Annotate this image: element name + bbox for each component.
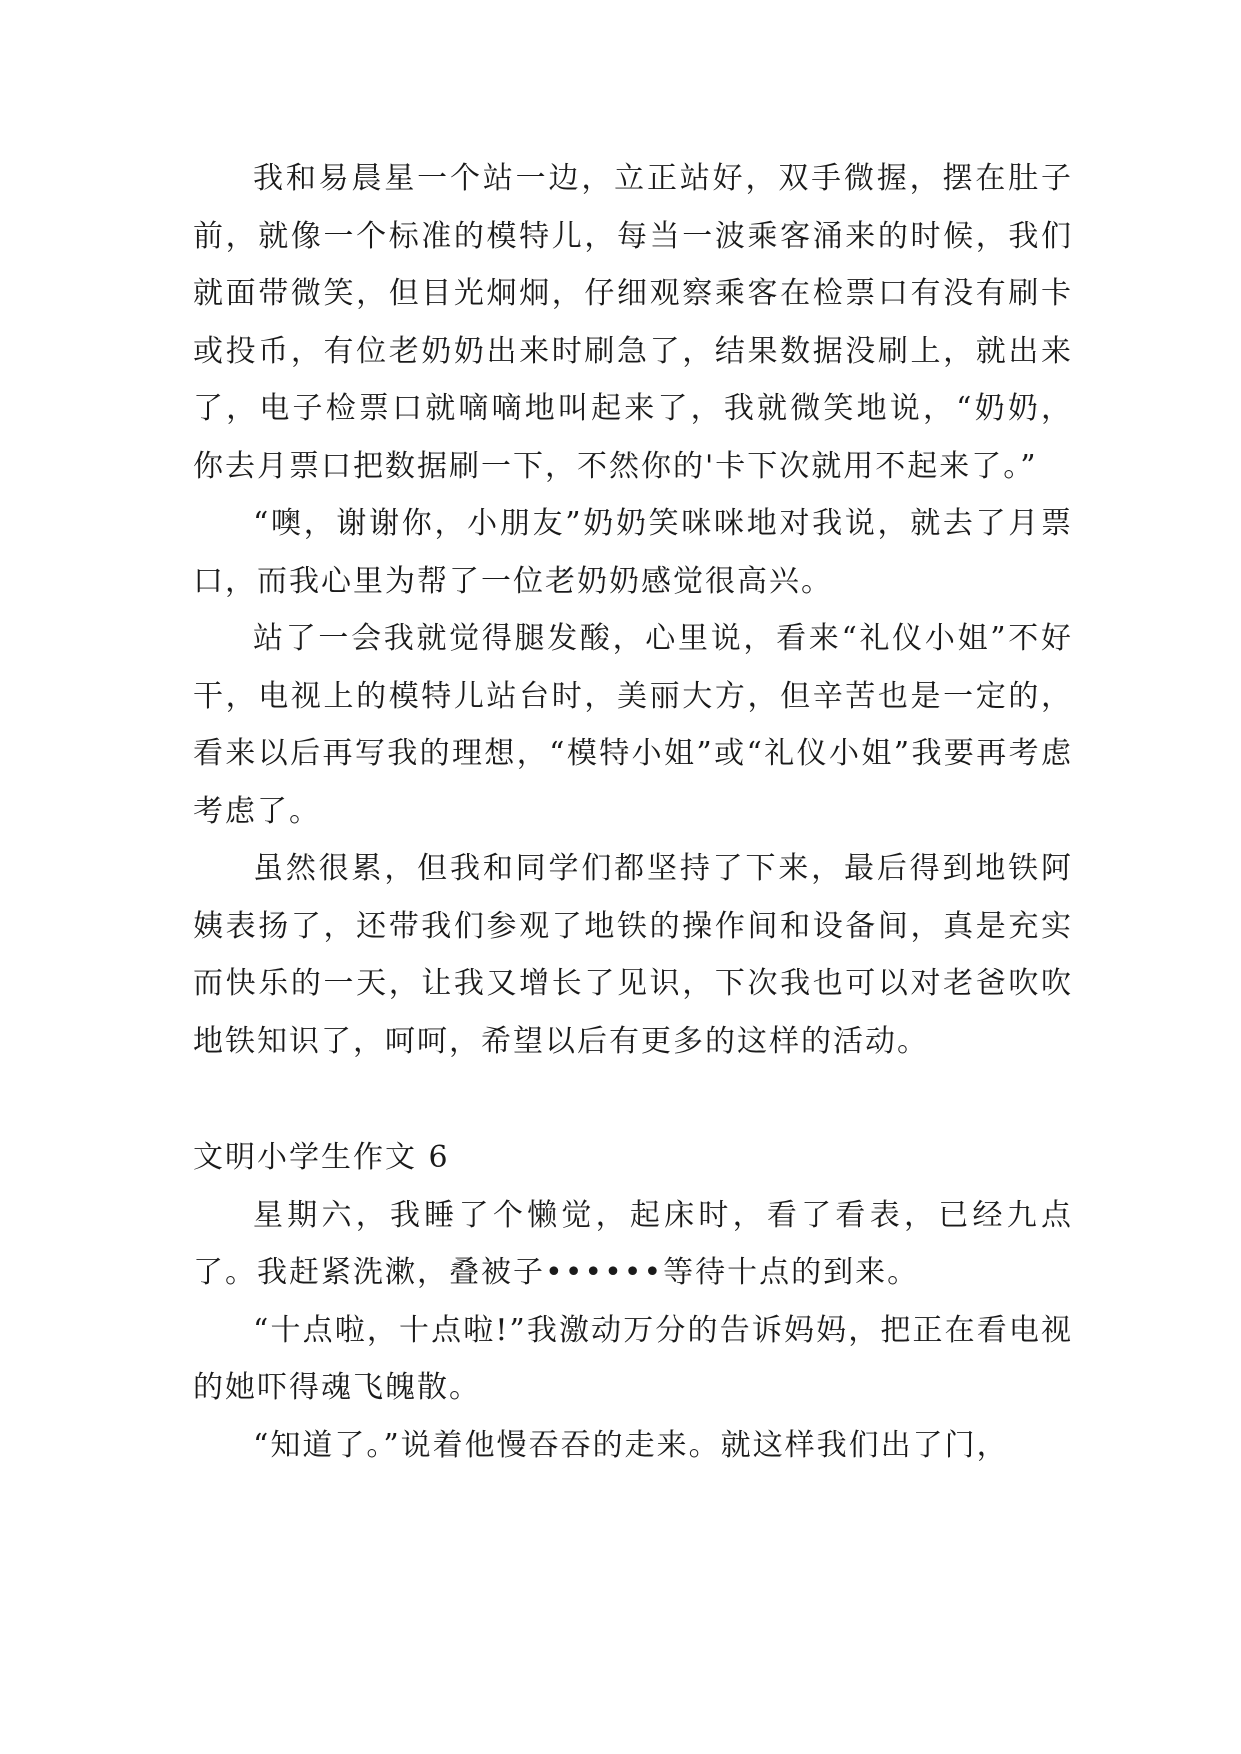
paragraph: 虽然很累，但我和同学们都坚持了下来，最后得到地铁阿姨表扬了，还带我们参观了地铁的操作间和设备间，真是充实而快乐的一天，让我又增长了见识，下次我也可以对老爸吹吹地铁知识了，呵呵，希望以后有更多的这样的活动。: [193, 851, 1073, 1059]
paragraph: 星期六，我睡了个懒觉，起床时，看了看表，已经九点了。我赶紧洗漱，叠被子••••••等待十点的到来。: [193, 1197, 1073, 1290]
section-title: 文明小学生作文 6: [193, 1140, 450, 1175]
document-body: [193, 150, 1073, 1474]
paragraph: 站了一会我就觉得腿发酸，心里说，看来“礼仪小姐”不好干，电视上的模特儿站台时，美丽大方，但辛苦也是一定的，看来以后再写我的理想，“模特小姐”或“礼仪小姐”我要再考虑考虑了。: [193, 621, 1073, 829]
paragraph: “知道了。”说着他慢吞吞的走来。就这样我们出了门，: [253, 1427, 1009, 1463]
paragraph: “十点啦，十点啦!”我激动万分的告诉妈妈，把正在看电视的她吓得魂飞魄散。: [193, 1312, 1073, 1405]
paragraph: “噢，谢谢你，小朋友”奶奶笑咪咪地对我说，就去了月票口，而我心里为帮了一位老奶奶感觉很高兴。: [193, 506, 1073, 599]
paragraph: 我和易晨星一个站一边，立正站好，双手微握，摆在肚子前，就像一个标准的模特儿，每当一波乘客涌来的时候，我们就面带微笑，但目光炯炯，仔细观察乘客在检票口有没有刷卡或投币，有位老奶奶出来时刷急了，结果数据没刷上，就出来了，电子检票口就嘀嘀地叫起来了，我就微笑地说，“奶奶，你去月票口把数据刷一下，不然你的'卡下次就用不起来了。”: [193, 161, 1073, 484]
